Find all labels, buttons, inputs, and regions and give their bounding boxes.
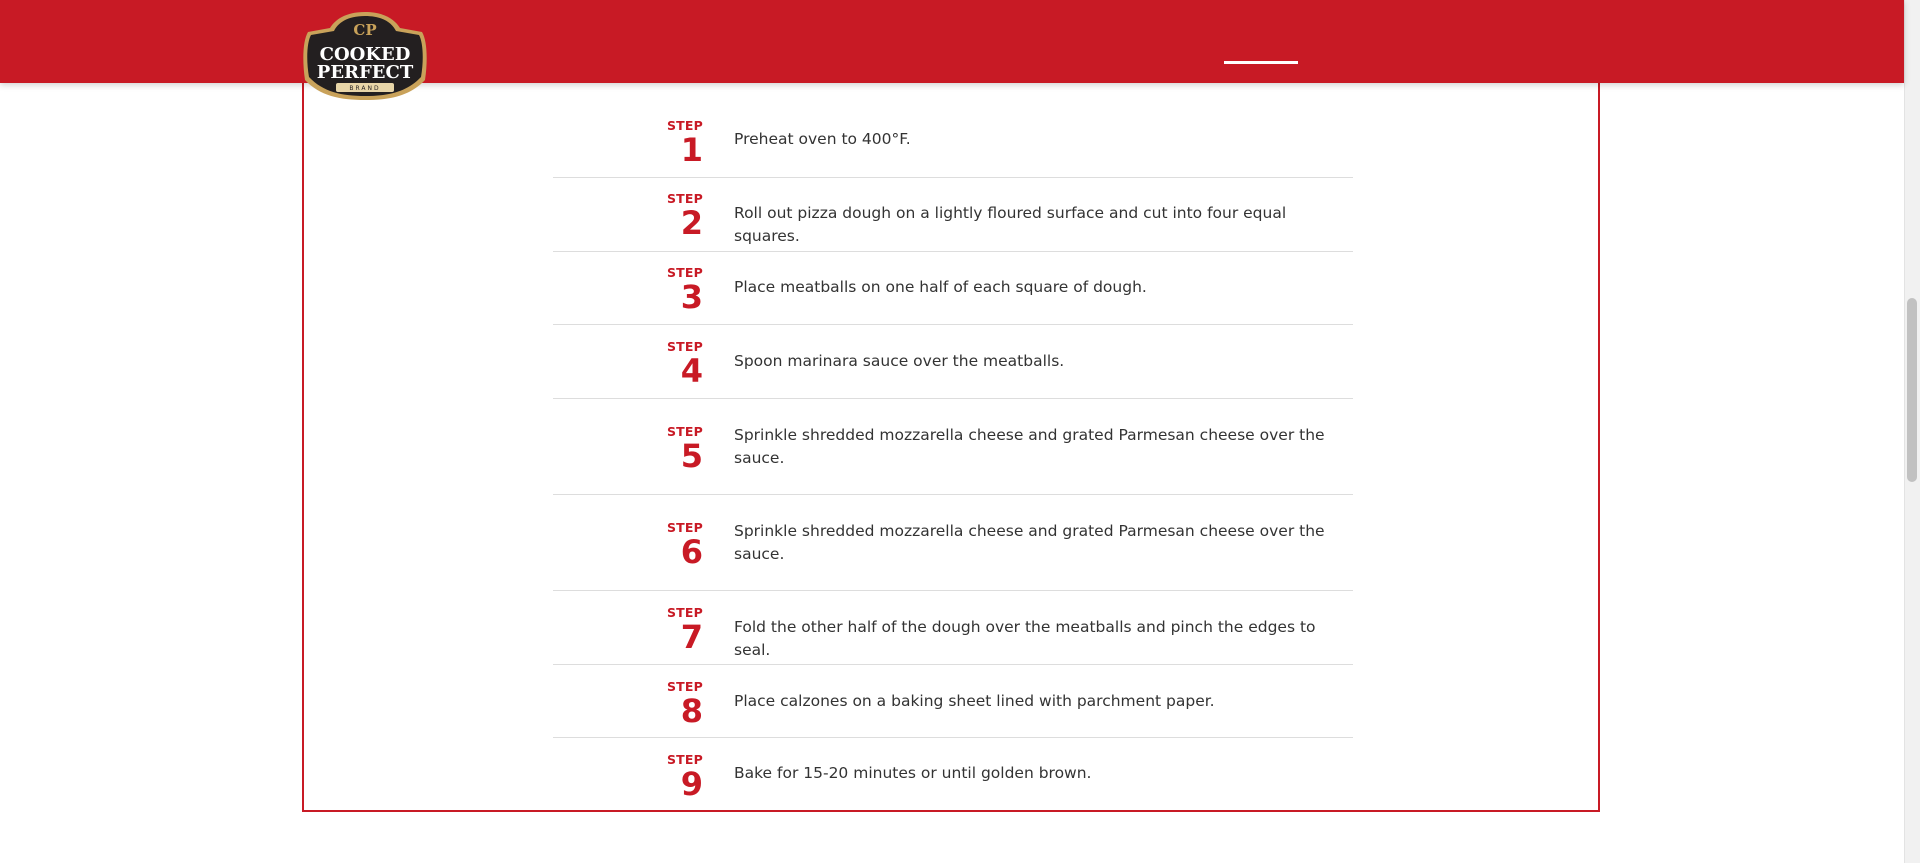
step-label: STEP: [666, 605, 703, 620]
step-label: STEP: [666, 679, 703, 694]
step-text: Preheat oven to 400°F.: [734, 130, 911, 148]
step-number: 4: [680, 352, 703, 390]
step-divider: [553, 494, 1353, 495]
step-label: STEP: [666, 118, 703, 133]
step-divider: [553, 737, 1353, 738]
step-text: Sprinkle shredded mozzarella cheese and grated Parmesan cheese over the sauce.: [734, 426, 1325, 467]
step-divider: [553, 590, 1353, 591]
step-text: Fold the other half of the dough over the meatballs and pinch the edges to seal.: [734, 618, 1316, 659]
step-divider: [553, 177, 1353, 178]
step-text: Bake for 15-20 minutes or until golden brown.: [734, 764, 1092, 782]
step-number: 8: [680, 692, 703, 730]
logo-brand: BRAND: [349, 85, 381, 92]
step-number: 3: [680, 278, 703, 316]
step-text: Place meatballs on one half of each square of dough.: [734, 278, 1147, 296]
step-number: 9: [680, 765, 703, 803]
step-divider: [553, 251, 1353, 252]
step-label: STEP: [666, 339, 703, 354]
step-number: 7: [680, 618, 703, 656]
step-label: STEP: [666, 191, 703, 206]
svg-text:CP: CP: [353, 21, 377, 39]
step-number: 5: [680, 437, 703, 475]
step-divider: [553, 324, 1353, 325]
active-nav-indicator: [1224, 61, 1298, 64]
cooked-perfect-logo[interactable]: [300, 10, 430, 102]
step-number: 1: [680, 131, 703, 169]
step-label: STEP: [666, 752, 703, 767]
scrollbar-thumb[interactable]: [1907, 298, 1917, 482]
step-label: STEP: [666, 424, 703, 439]
logo-line2: PERFECT: [316, 62, 414, 83]
step-label: STEP: [666, 520, 703, 535]
step-text: Spoon marinara sauce over the meatballs.: [734, 352, 1065, 370]
step-text: Sprinkle shredded mozzarella cheese and grated Parmesan cheese over the sauce.: [734, 522, 1325, 563]
site-header: [0, 0, 1904, 83]
step-divider: [553, 664, 1353, 665]
step-number: 6: [680, 533, 703, 571]
step-label: STEP: [666, 265, 703, 280]
step-text: Place calzones on a baking sheet lined with parchment paper.: [734, 692, 1215, 710]
logo-line1: COOKED: [319, 44, 411, 65]
step-divider: [553, 398, 1353, 399]
step-number: 2: [680, 204, 703, 242]
step-text: Roll out pizza dough on a lightly floured surface and cut into four equal squares.: [734, 204, 1287, 245]
